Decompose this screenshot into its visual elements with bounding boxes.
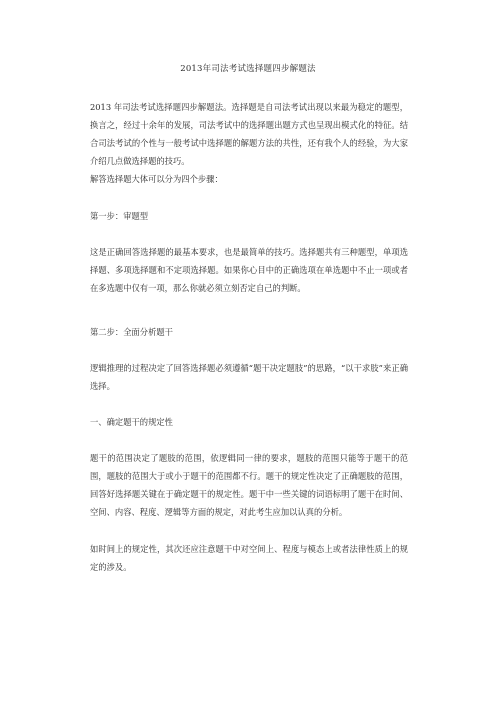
section-one-paragraph: 题干的范围决定了题肢的范围，依逻辑同一律的要求，题肢的范围只能等于题干的范围，题肢的范围大于或小于题干的范围都不行。题干的规定性决定了正确题肢的范围，回答好选择题关键在于确定题干的规定性。题干中一些关键的词语标明了题干在时间、空间、内容、程度、逻辑等方面的规定，对此考生应加以认真的分析。 (90, 453, 408, 517)
section-one-heading: 一、确定题干的规定性 (90, 417, 173, 427)
steps-overview-paragraph: 解答选择题大体可以分为四个步骤： (90, 174, 223, 184)
intro-paragraph: 2013 年司法考试选择题四步解题法。选择题是自司法考试出现以来最为稳定的题型，换言之，经过十余年的发展，司法考试中的选择题出题方式也呈现出模式化的特征。结合司法考试的个性与一般考试中选择题的解题方法的共性，还有我个人的经验，为大家介绍几点做选择题的技巧。 (90, 102, 408, 166)
step-one-heading: 第一步：审题型 (90, 211, 149, 221)
step-two-paragraph: 逻辑推理的过程决定了回答选择题必须遵循“题干决定题肢”的思路，“以干求肢”来正确选择。 (90, 363, 408, 391)
document-title: 2013年司法考试选择题四步解题法 (180, 64, 316, 74)
step-one-paragraph: 这是正确回答选择题的最基本要求，也是最简单的技巧。选择题共有三种题型，单项选择题、多项选择题和不定项选择题。如果你心目中的正确选项在单选题中不止一项或者在多选题中仅有一项，那么你就必须立刻否定自己的判断。 (90, 247, 408, 293)
step-two-heading: 第二步：全面分析题干 (90, 327, 173, 337)
time-constraint-paragraph: 如时间上的规定性，其次还应注意题干中对空间上、程度与模态上或者法律性质上的规定的涉及。 (90, 544, 408, 572)
